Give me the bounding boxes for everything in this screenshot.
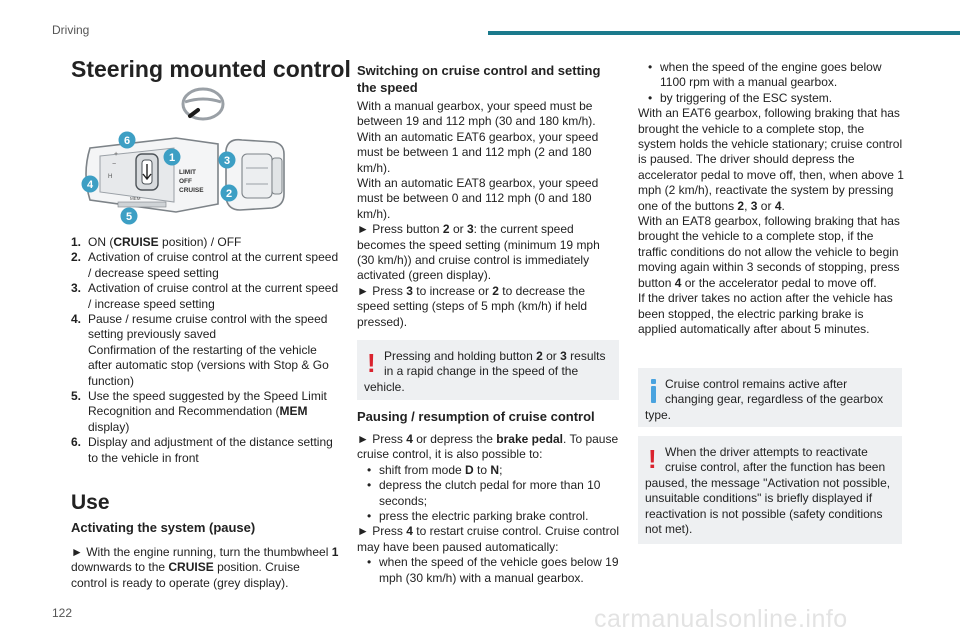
list-item: 5. Use the speed suggested by the Speed Limit Recognition and Recommendation (MEM display) [71, 389, 327, 434]
header-accent-bar [488, 31, 960, 35]
distance-mark: H [108, 174, 113, 180]
callout-2 [221, 185, 238, 202]
steering-wheel-icon [180, 86, 226, 122]
callout-5 [121, 208, 138, 225]
list-item: • by triggering of the ESC system. [638, 91, 904, 106]
svg-text:2: 2 [225, 188, 233, 200]
list-item: 6. Display and adjustment of the distance setting to the vehicle in front [71, 435, 333, 465]
activating-paragraph: ► With the engine running, turn the thumbwheel 1 downwards to the CRUISE position. Cruise control is ready to operate (grey display). [71, 545, 339, 590]
callout-1 [164, 149, 181, 166]
info-icon [651, 379, 656, 403]
callout-3 [219, 152, 236, 169]
info-note-gear: Cruise control remains active after changing gear, regardless of the gearbox type. [638, 368, 902, 427]
svg-text:6: 6 [123, 135, 131, 147]
switch-label-cruise: CRUISE [179, 187, 204, 194]
warning-note-reactivation: ! When the driver attempts to reactivate cruise control, after the function has been paused, the message "Activation not possible, unsuitable conditions" is briefly displayed if reactivation is not possible (safety conditions not met). [638, 436, 902, 544]
column3-paragraph: • when the speed of the engine goes below 1100 rpm with a manual gearbox. • by triggering of the ESC system. With an EAT6 gearbox, following braking that has brought the vehicle to a complete stop, the system holds the vehicle stationary; cruise control is paused. The driver should depress the accelerator pedal to move off, then, when above 1 mph (2 km/h), reactivate the system by pressing one of the buttons 2, 3 or 4. With an EAT8 gearbox, following braking that has brought the vehicle to a complete stop, if the traffic conditions do not allow the vehicle to begin moving again within 3 seconds of stopping, press button 4 or the accelerator pedal to move off. If the driver takes no action after the vehicle has been stopped, the electric parking brake is applied automatically after about 5 minutes. [638, 60, 904, 337]
list-item: • depress the clutch pedal for more than 10 seconds; [357, 478, 619, 509]
list-item: 2. Activation of cruise control at the current speed / decrease speed setting [71, 250, 339, 280]
svg-text:3: 3 [223, 155, 231, 167]
switch-label-off: OFF [179, 178, 192, 185]
section-label: Driving [52, 23, 90, 37]
activating-heading: Activating the system (pause) [71, 520, 256, 535]
footer-watermark-url: carmanualsonline.info [594, 605, 848, 633]
cruise-control-stalk-illustration [78, 128, 334, 228]
svg-text:1: 1 [168, 152, 176, 164]
list-item: 1. ON (CRUISE position) / OFF [71, 235, 242, 249]
callout-6 [119, 132, 136, 149]
warning-note-rapid-change: ! Pressing and holding button 2 or 3 results in a rapid change in the speed of the vehicle. [357, 340, 619, 400]
mem-mark: MEM [130, 196, 141, 201]
list-item: 4. Pause / resume cruise control with the speed setting previously saved Confirmation of the restarting of the vehicle after automatic stop (versions with Stop & Go function) [71, 312, 329, 388]
list-item: 3. Activation of cruise control at the current speed / increase speed setting [71, 281, 339, 311]
switch-label-limit: LIMIT [179, 169, 196, 176]
svg-text:5: 5 [125, 211, 133, 223]
control-legend-list [71, 235, 339, 466]
page-number: 122 [52, 606, 73, 620]
switching-on-heading: Switching on cruise control and setting the speed [357, 63, 601, 95]
page-title: Steering mounted control [71, 56, 351, 82]
pausing-heading: Pausing / resumption of cruise control [357, 409, 595, 424]
list-item: • press the electric parking brake control. [357, 509, 619, 524]
list-item: • shift from mode D to N; [357, 463, 619, 478]
warning-icon: ! [648, 444, 657, 474]
callout-4 [82, 176, 99, 193]
pausing-paragraph: ► Press 4 or depress the brake pedal. To pause cruise control, it is also possible to: • shift from mode D to N; • depress the clutch pedal for more than 10 seconds; • press the electric parking brake control. ► Press 4 to restart cruise control. Cruise control may have been paused automatically: • when the speed of the vehicle goes below 19 mph (30 km/h) with a manual gearbox. [357, 432, 619, 586]
plus-mark: + [114, 151, 119, 158]
minus-mark: − [112, 161, 117, 168]
use-heading: Use [71, 491, 110, 514]
list-item: • when the speed of the engine goes below 1100 rpm with a manual gearbox. [638, 60, 904, 91]
svg-text:4: 4 [86, 179, 94, 191]
speed-range-paragraph: With a manual gearbox, your speed must be between 19 and 112 mph (30 and 180 km/h). With an automatic EAT6 gearbox, your speed must be between 1 and 112 mph (2 and 180 km/h). With an automatic EAT8 gearbox, your speed must be between 0 and 112 mph (0 and 180 km/h). ► Press button 2 or 3: the current speed becomes the speed setting (minimum 19 mph (30 km/h)) and cruise control is immediately activated (green display). ► Press 3 to increase or 2 to decrease the speed setting (steps of 5 mph (km/h) if held pressed). [357, 99, 600, 329]
list-item: • when the speed of the vehicle goes below 19 mph (30 km/h) with a manual gearbox. [357, 555, 619, 586]
warning-icon: ! [367, 348, 376, 378]
